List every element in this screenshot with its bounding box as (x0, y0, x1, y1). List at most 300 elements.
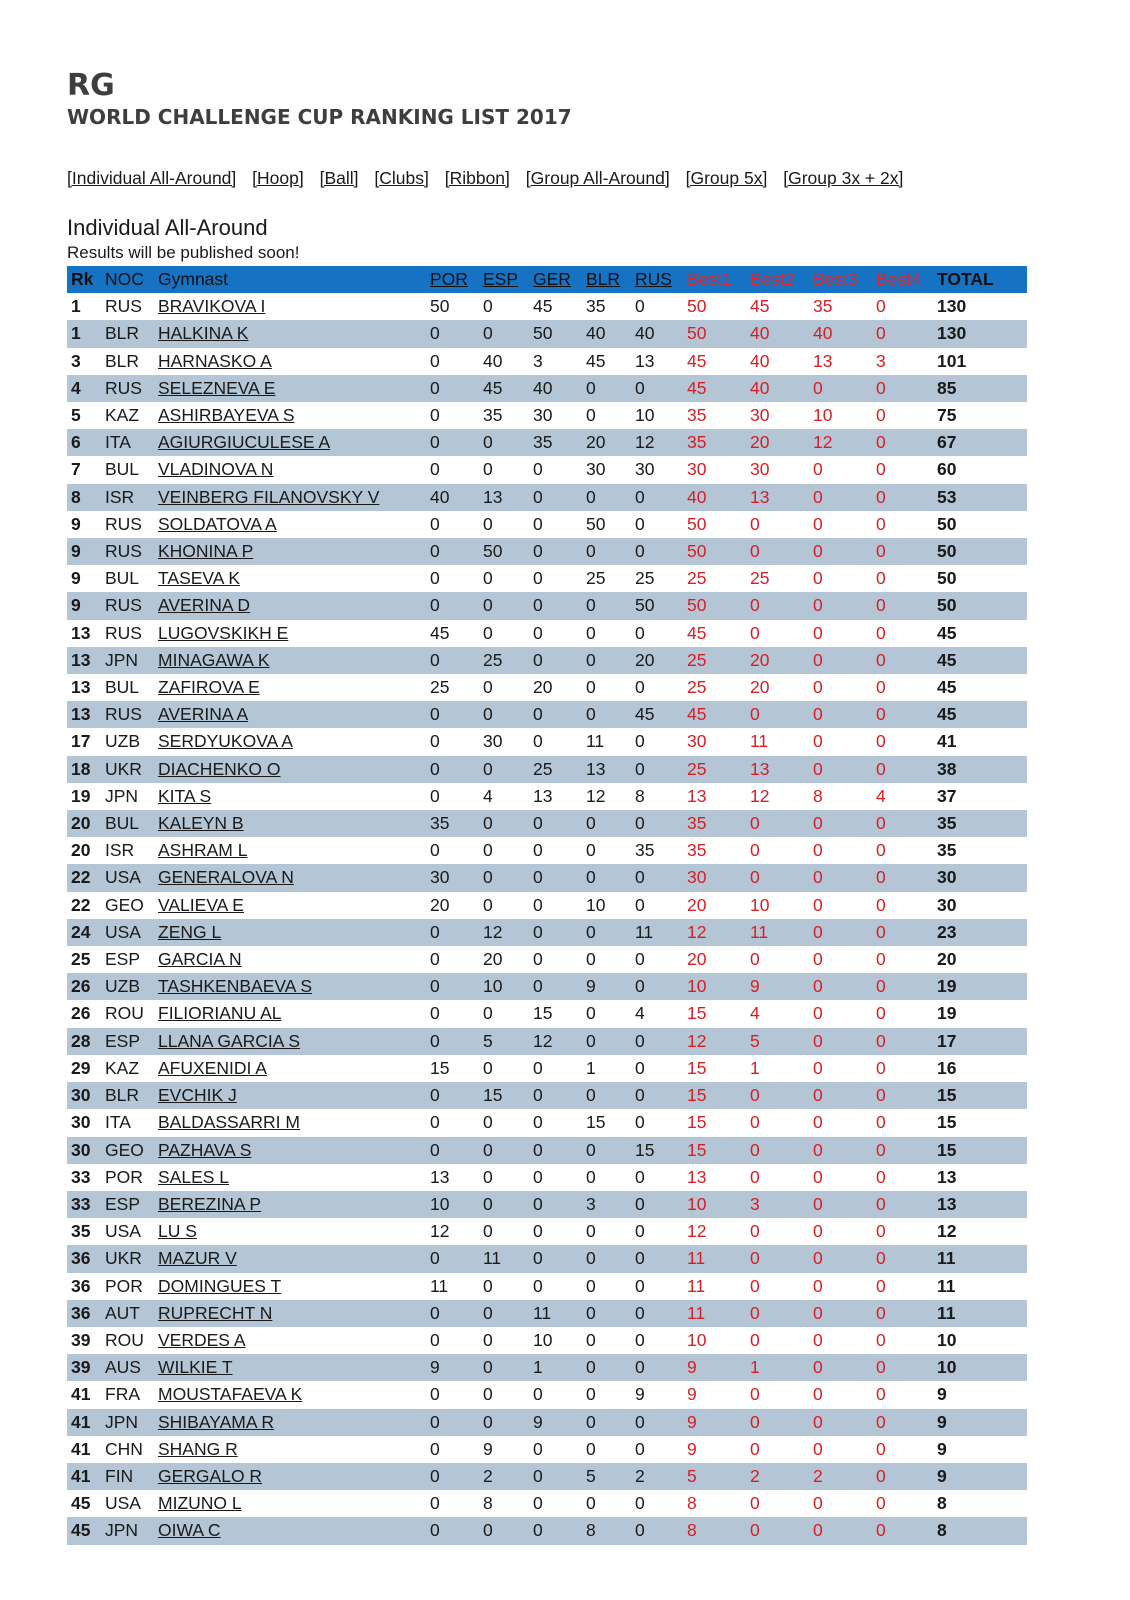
rank-cell: 36 (71, 1275, 91, 1296)
table-row (67, 1028, 1027, 1055)
best3-cell: 0 (813, 1112, 823, 1133)
score-esp-cell: 30 (483, 731, 503, 752)
best4-cell: 0 (872, 756, 933, 783)
score-por-cell: 11 (430, 1275, 449, 1296)
score-ger-cell: 1 (529, 1354, 582, 1381)
score-ger-cell: 0 (529, 1082, 582, 1109)
table-row (67, 348, 1027, 375)
gymnast-link[interactable]: SHIBAYAMA R (154, 1409, 426, 1436)
best3-cell: 40 (809, 320, 872, 347)
noc-cell: BLR (101, 320, 154, 347)
nav-link-clubs[interactable]: [Clubs] (374, 168, 429, 188)
score-ger-cell: 0 (533, 459, 543, 480)
best1-cell: 9 (683, 1354, 746, 1381)
score-esp-cell: 0 (483, 1275, 493, 1296)
total-cell: 12 (937, 1221, 957, 1242)
best4-cell: 4 (876, 785, 886, 806)
rank-cell: 25 (71, 949, 91, 970)
noc-cell: ROU (105, 1003, 144, 1024)
table-row (67, 1137, 1027, 1164)
best3-cell: 0 (809, 864, 872, 891)
rank-cell: 17 (71, 731, 91, 752)
gymnast-link[interactable]: SOLDATOVA A (158, 513, 277, 534)
gymnast-link[interactable]: SERDYUKOVA A (158, 731, 293, 752)
score-por-cell: 0 (426, 1137, 479, 1164)
score-por-cell: 0 (430, 1003, 440, 1024)
best4-cell: 0 (872, 1028, 933, 1055)
score-rus-cell: 40 (631, 320, 683, 347)
score-blr-cell: 50 (586, 513, 606, 534)
gymnast-link[interactable]: ASHRAM L (158, 840, 248, 861)
rank-cell: 7 (71, 459, 81, 480)
score-por-cell: 0 (430, 949, 440, 970)
best3-cell: 0 (809, 484, 872, 511)
noc-cell: ESP (105, 949, 141, 970)
total-cell: 16 (937, 1057, 957, 1078)
total-cell: 9 (937, 1384, 947, 1405)
noc-cell: RUS (101, 701, 154, 728)
table-row (67, 1300, 1027, 1327)
noc-cell: ROU (105, 1329, 144, 1350)
best3-cell: 0 (809, 1191, 872, 1218)
score-esp-cell: 0 (479, 1409, 529, 1436)
gymnast-link[interactable]: VEINBERG FILANOVSKY V (154, 484, 426, 511)
noc-cell: RUS (105, 622, 142, 643)
score-blr-cell: 0 (586, 1438, 596, 1459)
table-row (67, 756, 1027, 783)
best4-cell: 0 (872, 1517, 933, 1544)
best2-cell: 4 (750, 1003, 760, 1024)
score-ger-cell: 0 (529, 864, 582, 891)
table-row (67, 1218, 1027, 1245)
best3-cell: 0 (809, 1082, 872, 1109)
gymnast-link[interactable]: KALEYN B (154, 810, 426, 837)
best3-cell: 0 (813, 731, 823, 752)
gymnast-link[interactable]: LU S (158, 1221, 197, 1242)
best3-cell: 0 (809, 1300, 872, 1327)
best2-cell: 1 (746, 1354, 809, 1381)
score-esp-cell: 0 (479, 1517, 529, 1544)
noc-cell: AUS (101, 1354, 154, 1381)
best3-cell: 8 (813, 785, 823, 806)
score-rus-cell: 0 (635, 296, 645, 317)
best4-cell: 0 (872, 538, 933, 565)
best1-cell: 10 (683, 1191, 746, 1218)
score-ger-cell: 40 (529, 375, 582, 402)
best4-cell: 0 (876, 731, 886, 752)
score-esp-cell: 4 (483, 785, 493, 806)
rank-cell: 35 (71, 1221, 91, 1242)
rank-cell: 29 (71, 1057, 91, 1078)
gymnast-link[interactable]: SALES L (158, 1166, 230, 1187)
best2-cell: 0 (746, 864, 809, 891)
best1-cell: 35 (683, 429, 746, 456)
total-cell: 11 (933, 1245, 1027, 1272)
page-subtitle: WORLD CHALLENGE CUP RANKING LIST 2017 (67, 105, 572, 129)
score-por-cell: 45 (430, 622, 450, 643)
rank-cell: 41 (67, 1463, 101, 1490)
best3-cell: 0 (809, 1409, 872, 1436)
score-rus-cell: 0 (635, 1057, 645, 1078)
best3-cell: 0 (809, 538, 872, 565)
best2-cell: 40 (750, 350, 770, 371)
gymnast-link[interactable]: GENERALOVA N (154, 864, 426, 891)
score-esp-cell: 0 (483, 1329, 493, 1350)
best4-cell: 0 (876, 677, 886, 698)
rank-cell: 9 (71, 513, 81, 534)
score-esp-cell: 0 (483, 677, 493, 698)
score-blr-cell: 40 (582, 320, 631, 347)
score-rus-cell: 0 (631, 1245, 683, 1272)
score-ger-cell: 50 (529, 320, 582, 347)
score-por-cell: 0 (430, 513, 440, 534)
total-cell: 11 (933, 1300, 1027, 1327)
best1-cell: 50 (683, 538, 746, 565)
table-row (67, 456, 1027, 483)
best2-cell: 30 (750, 405, 770, 426)
gymnast-link[interactable]: BRAVIKOVA I (158, 296, 266, 317)
table-row (67, 1000, 1027, 1027)
gymnast-link[interactable]: KITA S (158, 785, 212, 806)
page-content (67, 68, 1027, 1545)
best2-cell: 20 (750, 677, 770, 698)
col-header-rk: Rk (67, 266, 101, 293)
best1-cell: 12 (687, 1221, 707, 1242)
best1-cell: 10 (683, 973, 746, 1000)
score-ger-cell: 0 (529, 810, 582, 837)
noc-cell: ESP (101, 1191, 154, 1218)
noc-cell: UZB (105, 731, 140, 752)
gymnast-link[interactable]: HARNASKO A (158, 350, 272, 371)
score-esp-cell: 0 (479, 810, 529, 837)
best2-cell: 30 (750, 459, 770, 480)
best4-cell: 0 (876, 894, 886, 915)
gymnast-link[interactable]: WILKIE T (154, 1354, 426, 1381)
gymnast-link[interactable]: LUGOVSKIKH E (158, 622, 289, 643)
best1-cell: 9 (687, 1384, 697, 1405)
noc-cell: POR (105, 1275, 143, 1296)
score-por-cell: 0 (430, 731, 440, 752)
score-por-cell: 30 (426, 864, 479, 891)
ranking-table-body (67, 293, 1027, 1544)
table-row (67, 1409, 1027, 1436)
best1-cell: 25 (687, 568, 707, 589)
gymnast-link[interactable]: OIWA C (154, 1517, 426, 1544)
score-ger-cell: 9 (529, 1409, 582, 1436)
gymnast-link[interactable]: KHONINA P (154, 538, 426, 565)
score-ger-cell: 0 (529, 538, 582, 565)
score-ger-cell: 0 (529, 1245, 582, 1272)
gymnast-link[interactable]: GERGALO R (154, 1463, 426, 1490)
gymnast-link[interactable]: VERDES A (158, 1329, 246, 1350)
gymnast-link[interactable]: HALKINA K (154, 320, 426, 347)
best4-cell: 0 (876, 568, 886, 589)
score-ger-cell: 0 (529, 1191, 582, 1218)
score-ger-cell: 10 (533, 1329, 553, 1350)
table-row (67, 919, 1027, 946)
rank-cell: 1 (67, 320, 101, 347)
score-blr-cell: 0 (582, 1409, 631, 1436)
best4-cell: 0 (872, 1137, 933, 1164)
score-blr-cell: 0 (586, 1384, 596, 1405)
score-esp-cell: 0 (483, 296, 493, 317)
score-esp-cell: 10 (479, 973, 529, 1000)
gymnast-link[interactable]: FILIORIANU AL (158, 1003, 282, 1024)
score-blr-cell: 0 (582, 647, 631, 674)
score-ger-cell: 0 (533, 513, 543, 534)
noc-cell: BLR (105, 350, 140, 371)
noc-cell: ISR (105, 840, 135, 861)
score-por-cell: 0 (426, 1028, 479, 1055)
best4-cell: 0 (872, 1082, 933, 1109)
total-cell: 11 (937, 1275, 956, 1296)
score-ger-cell: 45 (533, 296, 553, 317)
noc-cell: FIN (101, 1463, 154, 1490)
best2-cell: 0 (746, 1137, 809, 1164)
gymnast-link[interactable]: DOMINGUES T (158, 1275, 282, 1296)
total-cell: 45 (933, 701, 1027, 728)
best4-cell: 0 (872, 429, 933, 456)
total-cell: 130 (937, 296, 967, 317)
gymnast-link[interactable]: VALIEVA E (158, 894, 244, 915)
best2-cell: 0 (750, 1275, 760, 1296)
best1-cell: 11 (687, 1275, 706, 1296)
score-rus-cell: 0 (635, 1112, 645, 1133)
best3-cell: 0 (813, 894, 823, 915)
best3-cell: 0 (813, 1221, 823, 1242)
best4-cell: 0 (876, 459, 886, 480)
score-ger-cell: 12 (529, 1028, 582, 1055)
score-ger-cell: 11 (529, 1300, 582, 1327)
rank-cell: 1 (71, 296, 81, 317)
score-blr-cell: 0 (582, 1137, 631, 1164)
rank-cell: 19 (71, 785, 91, 806)
score-esp-cell: 0 (479, 592, 529, 619)
noc-cell: RUS (101, 375, 154, 402)
best4-cell: 0 (876, 405, 886, 426)
score-esp-cell: 0 (479, 429, 529, 456)
col-header-esp[interactable]: ESP (479, 266, 529, 293)
col-header-blr[interactable]: BLR (582, 266, 631, 293)
table-row (67, 783, 1027, 810)
score-por-cell: 10 (426, 1191, 479, 1218)
total-cell: 50 (933, 592, 1027, 619)
gymnast-link[interactable]: MIZUNO L (158, 1493, 242, 1514)
score-esp-cell: 5 (479, 1028, 529, 1055)
score-blr-cell: 0 (582, 1300, 631, 1327)
total-cell: 53 (933, 484, 1027, 511)
rank-cell: 30 (71, 1112, 91, 1133)
table-row (67, 837, 1027, 864)
best2-cell: 45 (750, 296, 770, 317)
best3-cell: 0 (813, 1329, 823, 1350)
best3-cell: 0 (813, 459, 823, 480)
best3-cell: 0 (813, 1003, 823, 1024)
gymnast-link[interactable]: AFUXENIDI A (158, 1057, 267, 1078)
nav-link-individual-all-around[interactable]: [Individual All-Around] (67, 168, 237, 188)
score-blr-cell: 0 (586, 1329, 596, 1350)
table-row (67, 1490, 1027, 1517)
best2-cell: 5 (746, 1028, 809, 1055)
score-ger-cell: 0 (533, 840, 543, 861)
section-title: Individual All-Around (67, 215, 268, 240)
score-ger-cell: 0 (533, 1438, 543, 1459)
gymnast-link[interactable]: MOUSTAFAEVA K (158, 1384, 303, 1405)
best1-cell: 50 (683, 592, 746, 619)
score-esp-cell: 0 (483, 1166, 493, 1187)
score-blr-cell: 20 (582, 429, 631, 456)
rank-cell: 39 (71, 1329, 91, 1350)
table-row (67, 375, 1027, 402)
rank-cell: 20 (67, 810, 101, 837)
gymnast-link[interactable]: ZAFIROVA E (158, 677, 260, 698)
gymnast-link[interactable]: EVCHIK J (154, 1082, 426, 1109)
score-ger-cell: 0 (533, 1275, 543, 1296)
page-title: RG (67, 68, 115, 103)
gymnast-link[interactable]: ZENG L (154, 919, 426, 946)
best2-cell: 0 (750, 1329, 760, 1350)
noc-cell: GEO (105, 894, 144, 915)
best2-cell: 13 (746, 484, 809, 511)
nav-link-group-5x[interactable]: [Group 5x] (685, 168, 768, 188)
score-por-cell: 0 (426, 375, 479, 402)
total-cell: 15 (937, 1112, 957, 1133)
score-ger-cell: 0 (533, 1166, 543, 1187)
gymnast-link[interactable]: LLANA GARCIA S (154, 1028, 426, 1055)
best1-cell: 15 (687, 1057, 707, 1078)
rank-cell: 8 (67, 484, 101, 511)
table-row (67, 1436, 1027, 1463)
table-row (67, 1463, 1027, 1490)
best4-cell: 0 (872, 1463, 933, 1490)
nav-link-ribbon[interactable]: [Ribbon] (444, 168, 510, 188)
gymnast-link[interactable]: AVERINA D (154, 592, 426, 619)
rank-cell: 4 (67, 375, 101, 402)
gymnast-link[interactable]: PAZHAVA S (154, 1137, 426, 1164)
col-header-best4: Best4 (872, 266, 933, 293)
noc-cell: ISR (101, 484, 154, 511)
col-header-total: TOTAL (933, 266, 1027, 293)
gymnast-link[interactable]: ASHIRBAYEVA S (158, 405, 295, 426)
rank-cell: 33 (67, 1191, 101, 1218)
score-rus-cell: 20 (631, 647, 683, 674)
gymnast-link[interactable]: AGIURGIUCULESE A (154, 429, 426, 456)
best4-cell: 0 (876, 1329, 886, 1350)
gymnast-link[interactable]: DIACHENKO O (154, 756, 426, 783)
noc-cell: CHN (105, 1438, 143, 1459)
score-esp-cell: 12 (479, 919, 529, 946)
rank-cell: 45 (71, 1493, 91, 1514)
score-esp-cell: 0 (479, 1300, 529, 1327)
score-ger-cell: 0 (533, 1493, 543, 1514)
score-por-cell: 0 (430, 405, 440, 426)
gymnast-link[interactable]: SELEZNEVA E (154, 375, 426, 402)
best4-cell: 0 (872, 484, 933, 511)
score-esp-cell: 0 (479, 1191, 529, 1218)
gymnast-link[interactable]: MAZUR V (154, 1245, 426, 1272)
best3-cell: 0 (813, 949, 823, 970)
score-rus-cell: 50 (631, 592, 683, 619)
noc-cell: UKR (101, 1245, 154, 1272)
score-blr-cell: 15 (586, 1112, 606, 1133)
total-cell: 19 (933, 973, 1027, 1000)
score-ger-cell: 0 (533, 1384, 543, 1405)
score-blr-cell: 0 (582, 919, 631, 946)
score-rus-cell: 0 (635, 731, 645, 752)
best4-cell: 0 (876, 622, 886, 643)
total-cell: 23 (933, 919, 1027, 946)
gymnast-link[interactable]: BEREZINA P (154, 1191, 426, 1218)
best3-cell: 0 (809, 1517, 872, 1544)
col-header-best1: Best1 (683, 266, 746, 293)
noc-cell: RUS (101, 538, 154, 565)
score-esp-cell: 0 (479, 320, 529, 347)
best3-cell: 0 (813, 1438, 823, 1459)
best1-cell: 45 (683, 701, 746, 728)
gymnast-link[interactable]: MINAGAWA K (154, 647, 426, 674)
score-por-cell: 0 (430, 1329, 440, 1350)
gymnast-link[interactable]: AVERINA A (154, 701, 426, 728)
col-header-por[interactable]: POR (426, 266, 479, 293)
table-row (67, 402, 1027, 429)
score-ger-cell: 0 (529, 484, 582, 511)
score-ger-cell: 0 (533, 1057, 543, 1078)
best2-cell: 20 (746, 429, 809, 456)
best1-cell: 9 (683, 1409, 746, 1436)
gymnast-link[interactable]: GARCIA N (158, 949, 242, 970)
score-rus-cell: 35 (635, 840, 655, 861)
nav-link-group-3x-2x[interactable]: [Group 3x + 2x] (783, 168, 904, 188)
best3-cell: 0 (813, 1166, 823, 1187)
gymnast-link[interactable]: SHANG R (158, 1438, 238, 1459)
score-esp-cell: 15 (479, 1082, 529, 1109)
gymnast-link[interactable]: BALDASSARRI M (158, 1112, 300, 1133)
col-header-gymnast: Gymnast (154, 266, 426, 293)
nav-link-hoop[interactable]: [Hoop] (252, 168, 304, 188)
gymnast-link[interactable]: TASEVA K (158, 568, 241, 589)
total-cell: 30 (933, 864, 1027, 891)
total-cell: 67 (933, 429, 1027, 456)
best1-cell: 11 (683, 1300, 746, 1327)
score-por-cell: 50 (430, 296, 450, 317)
score-ger-cell: 0 (533, 1112, 543, 1133)
best4-cell: 0 (876, 1112, 886, 1133)
gymnast-link[interactable]: RUPRECHT N (154, 1300, 426, 1327)
col-header-ger[interactable]: GER (529, 266, 582, 293)
score-blr-cell: 0 (582, 864, 631, 891)
score-por-cell: 0 (426, 1409, 479, 1436)
best2-cell: 11 (750, 731, 769, 752)
rank-cell: 9 (67, 538, 101, 565)
rank-cell: 22 (67, 864, 101, 891)
col-header-rus[interactable]: RUS (631, 266, 683, 293)
table-row (67, 1354, 1027, 1381)
total-cell: 20 (937, 949, 957, 970)
score-blr-cell: 30 (586, 459, 606, 480)
total-cell: 50 (933, 538, 1027, 565)
best1-cell: 50 (687, 296, 707, 317)
gymnast-link[interactable]: TASHKENBAEVA S (154, 973, 426, 1000)
gymnast-link[interactable]: VLADINOVA N (158, 459, 274, 480)
best3-cell: 0 (813, 1493, 823, 1514)
best4-cell: 0 (872, 701, 933, 728)
score-por-cell: 0 (430, 840, 440, 861)
score-esp-cell: 0 (479, 756, 529, 783)
nav-link-group-all-around[interactable]: [Group All-Around] (525, 168, 670, 188)
best3-cell: 0 (813, 840, 823, 861)
score-por-cell: 0 (426, 973, 479, 1000)
nav-link-ball[interactable]: [Ball] (319, 168, 359, 188)
